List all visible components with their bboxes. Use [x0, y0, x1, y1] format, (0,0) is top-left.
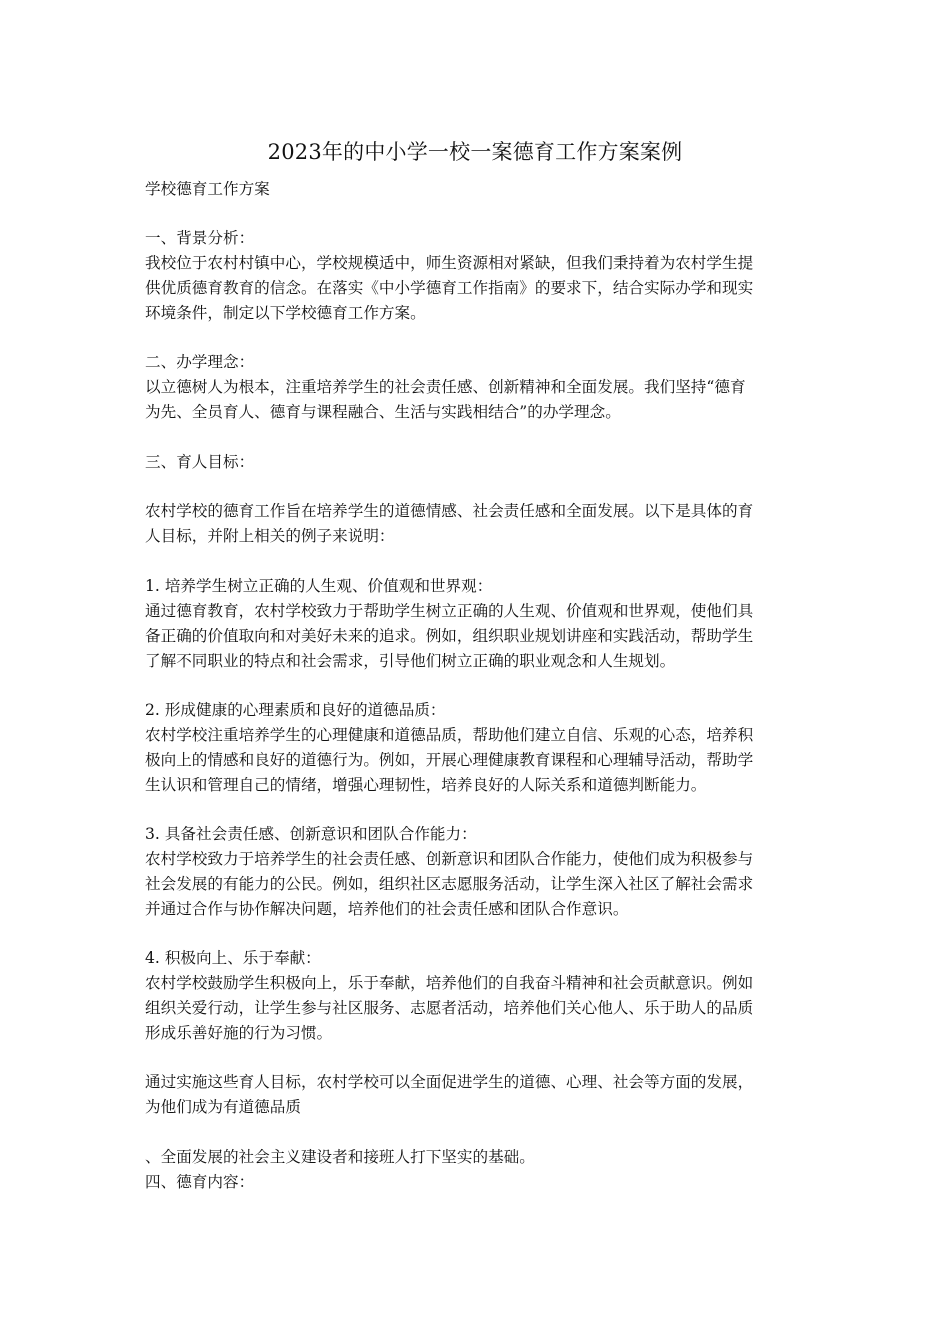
- goal-heading-1: 1. 培养学生树立正确的人生观、价值观和世界观：: [145, 577, 493, 595]
- paragraph-line: 供优质德育教育的信念。在落实《中小学德育工作指南》的要求下，结合实际办学和现实: [145, 279, 754, 297]
- goal-line: 通过德育教育，农村学校致力于帮助学生树立正确的人生观、价值观和世界观，使他们具: [145, 602, 754, 620]
- goal-heading-4: 4. 积极向上、乐于奉献：: [145, 949, 321, 967]
- section-heading-background: 一、背景分析：: [145, 229, 255, 247]
- continuation-line: 、全面发展的社会主义建设者和接班人打下坚实的基础。: [145, 1148, 535, 1166]
- goal-line: 农村学校注重培养学生的心理健康和道德品质，帮助他们建立自信、乐观的心态，培养积: [145, 726, 754, 744]
- paragraph-line: 为先、全员育人、德育与课程融合、生活与实践相结合”的办学理念。: [145, 403, 621, 421]
- intro-line: 人目标，并附上相关的例子来说明：: [145, 527, 395, 545]
- section-heading-goals: 三、育人目标：: [145, 453, 255, 471]
- goal-line: 备正确的价值取向和对美好未来的追求。例如，组织职业规划讲座和实践活动，帮助学生: [145, 627, 754, 645]
- intro-line: 农村学校的德育工作旨在培养学生的道德情感、社会责任感和全面发展。以下是具体的育: [145, 502, 754, 520]
- document-subtitle: 学校德育工作方案: [145, 180, 270, 198]
- conclusion-line: 为他们成为有道德品质: [145, 1098, 301, 1116]
- goal-line: 社会发展的有能力的公民。例如，组织社区志愿服务活动，让学生深入社区了解社会需求: [145, 875, 754, 893]
- section-heading-content: 四、德育内容：: [145, 1173, 255, 1191]
- paragraph-line: 我校位于农村村镇中心，学校规模适中，师生资源相对紧缺，但我们秉持着为农村学生提: [145, 254, 754, 272]
- goal-line: 形成乐善好施的行为习惯。: [145, 1024, 333, 1042]
- goal-line: 生认识和管理自己的情绪，增强心理韧性，培养良好的人际关系和道德判断能力。: [145, 776, 707, 794]
- document-title: 2023年的中小学一校一案德育工作方案案例: [267, 140, 683, 164]
- conclusion-line: 通过实施这些育人目标，农村学校可以全面促进学生的道德、心理、社会等方面的发展，: [145, 1073, 754, 1091]
- goal-line: 农村学校致力于培养学生的社会责任感、创新意识和团队合作能力，使他们成为积极参与: [145, 850, 754, 868]
- goal-line: 了解不同职业的特点和社会需求，引导他们树立正确的职业观念和人生规划。: [145, 652, 676, 670]
- goal-line: 农村学校鼓励学生积极向上，乐于奉献，培养他们的自我奋斗精神和社会贡献意识。例如: [145, 974, 754, 992]
- goal-heading-3: 3. 具备社会责任感、创新意识和团队合作能力：: [145, 825, 477, 843]
- paragraph-line: 环境条件，制定以下学校德育工作方案。: [145, 304, 426, 322]
- goal-line: 极向上的情感和良好的道德行为。例如，开展心理健康教育课程和心理辅导活动，帮助学: [145, 751, 754, 769]
- paragraph-line: 以立德树人为根本，注重培养学生的社会责任感、创新精神和全面发展。我们坚持“德育: [145, 378, 746, 396]
- section-heading-philosophy: 二、办学理念：: [145, 353, 255, 371]
- goal-line: 并通过合作与协作解决问题，培养他们的社会责任感和团队合作意识。: [145, 900, 629, 918]
- goal-heading-2: 2. 形成健康的心理素质和良好的道德品质：: [145, 701, 446, 719]
- goal-line: 组织关爱行动，让学生参与社区服务、志愿者活动，培养他们关心他人、乐于助人的品质: [145, 999, 754, 1017]
